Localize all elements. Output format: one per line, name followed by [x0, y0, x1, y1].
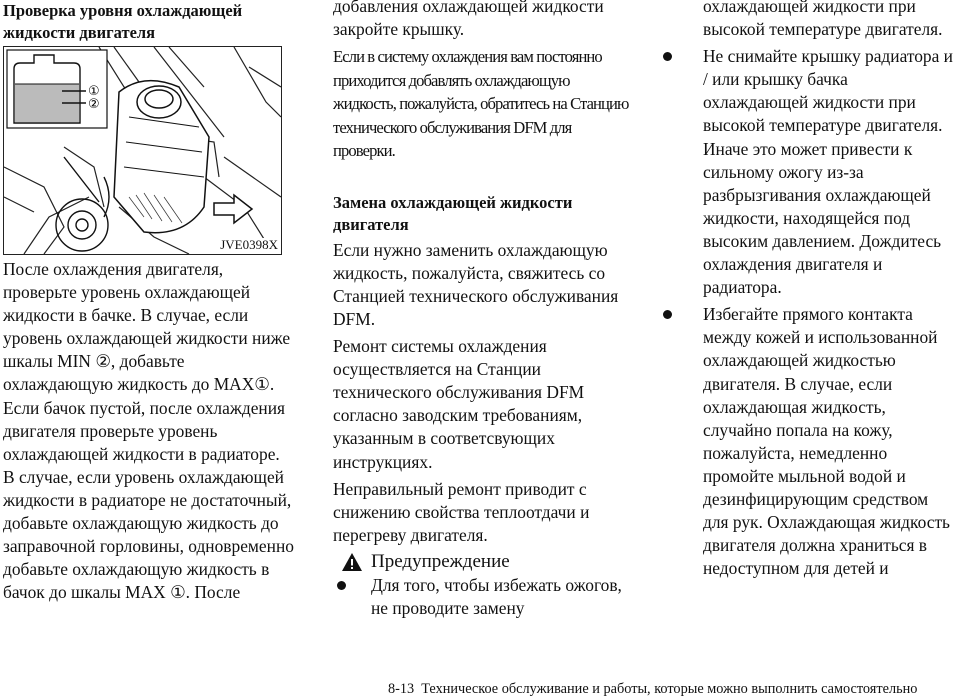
column-left-body: [3, 258, 295, 604]
section-heading-coolant-check: Проверка уровня охлаждающей жидкости двигателя: [3, 1, 243, 42]
warning-bullet-3: [668, 303, 953, 580]
warning-bullet-2: [668, 45, 953, 299]
bullet-dot-icon: [337, 581, 346, 590]
warning-bullet-2-text: Не снимайте крышку радиатора и / или крышку бачка охлаждающей жидкости при высокой температуре двигателя. Иначе это может привести к сильному ожогу из-за разбрызгивания охлаждающей жидкости, находящейся под высоким давлением. Дождитесь охлаждения двигателя и радиатора.: [703, 46, 953, 298]
coolant-reservoir-figure: [3, 46, 282, 255]
warning-triangle-icon: [341, 552, 363, 572]
replace-paragraph-1: Если нужно заменить охлаждающую жидкость, пожалуйста, свяжитесь со Станцией технического обслуживания DFM.: [333, 239, 619, 329]
coolant-check-paragraph: После охлаждения двигателя, проверьте уровень охлаждающей жидкости в бачке. В случае, если уровень охлаждающей жидкости ниже шкалы MIN ②, добавьте охлаждающую жидкость до MAX①. Если бачок пустой, после охлаждения двигателя проверьте уровень охлаждающей жидкости в радиаторе. В случае, если уровень охлаждающей жидкости в радиаторе не достаточный, добавьте охлаждающую жидкость до заправочной горловины, одновременно добавьте охлаждающую жидкость в бачок до шкалы MAX ①. После: [3, 259, 294, 603]
figure-marker-max: ①: [88, 84, 100, 99]
footer-section-title: Техническое обслуживание и работы, которые можно выполнить самостоятельно: [421, 681, 918, 697]
warning-bullet-1-continued: [668, 0, 953, 41]
continuation-text: добавления охлаждающей жидкости закройте крышку.: [333, 0, 604, 40]
figure-marker-min: ②: [88, 97, 100, 112]
replace-paragraph-3: Неправильный ремонт приводит с снижению свойства теплоотдачи и перегреву двигателя.: [333, 478, 590, 545]
column-middle: [333, 0, 631, 620]
bullet-dot-icon: [663, 52, 672, 61]
page-number: 8-13: [388, 681, 415, 697]
replace-paragraph-2: Ремонт системы охлаждения осуществляется на Станции технического обслуживания DFM согласно заводским требованиям, указанным в соответсвующих инструкциях.: [333, 336, 585, 472]
warning-bullet-3-text: Избегайте прямого контакта между кожей и использованной охлаждающей жидкостью двигателя. В случае, если охлаждающая жидкость, случайно попала на кожу, пожалуйста, немедленно промойте мыльной водой и дезинфицирующим средством для рук. Охлаждающая жидкость двигателя должна храниться в недоступном для детей и: [703, 304, 950, 579]
bullet-continuation-text: охлаждающей жидкости при высокой температуре двигателя.: [703, 0, 943, 40]
engine-bay-illustration: [4, 47, 281, 254]
column-right: [668, 0, 953, 580]
bullet-dot-icon: [663, 310, 672, 319]
warning-bullet-1: [333, 574, 631, 620]
warning-bullet-1-text: Для того, чтобы избежать ожогов, не проводите замену: [371, 574, 622, 618]
note-paragraph: Если в систему охлаждения вам постоянно приходится добавлять охлаждающую жидкость, пожалуйста, обратитесь на Станцию технического обслуживания DFM для проверки.: [333, 47, 629, 161]
figure-code: JVE0398X: [220, 237, 278, 252]
section-heading-coolant-replace: Замена охлаждающей жидкости двигателя: [333, 192, 573, 234]
warning-title: Предупреждение: [371, 550, 510, 572]
warning-heading: [333, 550, 631, 574]
page-footer: [388, 680, 917, 698]
column-left: [3, 0, 295, 44]
